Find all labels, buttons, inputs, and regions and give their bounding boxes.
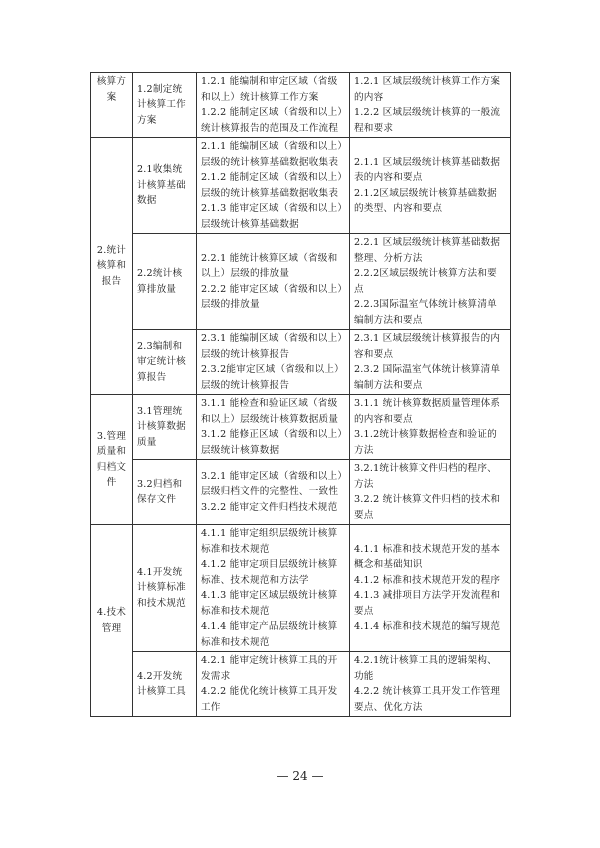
unit-cell: 3.2归档和保存文件	[133, 460, 197, 525]
skill-item: 2.2.1 能统计核算区域（省级和以上）层级的排放量	[201, 252, 338, 279]
table-row	[91, 73, 511, 138]
skill-item: 2.3.1 能编制区域（省级和以上）层级的统计核算报告	[201, 333, 343, 360]
knowledge-item: 2.2.3国际温室气体统计核算清单编制方法和要点	[354, 299, 497, 326]
knowledge-item: 2.1.1 区域层级统计核算基础数据表的内容和要点	[354, 156, 501, 183]
domain-cell: 核算方案	[91, 73, 133, 138]
skill-item: 3.1.2 能修正区域（省级和以上）层级统计核算数据	[201, 429, 343, 456]
knowledge-item: 2.3.1 区域层级统计核算报告的内容和要点	[354, 333, 501, 360]
knowledge-item: 3.1.1 统计核算数据质量管理体系的内容和要点	[354, 398, 501, 425]
knowledge-item: 3.2.2 统计核算文件归档的技术和要点	[354, 494, 501, 521]
knowledge-item: 3.2.1统计核算文件归档的程序、方法	[354, 463, 497, 490]
knowledge-item: 4.1.3 减排项目方法学开发流程和要点	[354, 590, 501, 617]
knowledge-item: 2.1.2区域层级统计核算基础数据的类型、内容和要点	[354, 187, 497, 214]
skill-cell	[197, 525, 350, 652]
knowledge-item: 4.2.1统计核算工具的逻辑架构、功能	[354, 655, 497, 682]
skill-item: 4.2.2 能优化统计核算工具开发工作	[201, 686, 338, 713]
knowledge-item: 4.2.2 统计核算工具开发工作管理要点、优化方法	[354, 686, 501, 713]
skill-item: 2.2.2 能审定区域（省级和以上）层级的排放量	[201, 283, 343, 310]
table-body	[91, 73, 511, 717]
skill-item: 4.2.1 能审定统计核算工具的开发需求	[201, 655, 338, 682]
domain-cell: 2.统计核算和报告	[91, 138, 133, 395]
knowledge-item: 1.2.1 区域层级统计核算工作方案的内容	[354, 76, 501, 103]
knowledge-item: 3.1.2统计核算数据检查和验证的方法	[354, 429, 497, 456]
skill-cell	[197, 73, 350, 138]
unit-cell: 4.1开发统计核算标准和技术规范	[133, 525, 197, 652]
knowledge-item: 2.2.1 区域层级统计核算基础数据整理、分析方法	[354, 237, 501, 264]
skill-item: 2.1.3 能审定区域（省级和以上）层级统计核算基础数据	[201, 203, 343, 230]
skill-item: 2.1.1 能编制区域（省级和以上）层级的统计核算基础数据收集表	[201, 141, 343, 168]
skill-item: 3.2.2 能审定文件归档技术规范	[201, 501, 338, 513]
knowledge-item: 4.1.4 标准和技术规范的编写规范	[354, 621, 501, 632]
skill-item: 4.1.3 能审定区域层级统计核算标准和技术规范	[201, 590, 338, 617]
skill-cell	[197, 330, 350, 395]
unit-cell: 3.1管理统计核算数据质量	[133, 395, 197, 460]
skill-item: 2.1.2 能制定区域（省级和以上）层级的统计核算基础数据收集表	[201, 172, 343, 199]
knowledge-item: 4.1.2 标准和技术规范开发的程序	[354, 574, 501, 586]
knowledge-cell	[350, 73, 511, 138]
competency-table	[90, 72, 511, 717]
table-row	[91, 234, 511, 330]
knowledge-cell	[350, 395, 511, 460]
unit-cell: 2.3编制和审定统计核算报告	[133, 330, 197, 395]
knowledge-cell	[350, 330, 511, 395]
skill-cell	[197, 652, 350, 717]
unit-cell: 2.1收集统计核算基础数据	[133, 138, 197, 234]
skill-cell	[197, 460, 350, 525]
skill-item: 2.3.2能审定区域（省级和以上）层级的统计核算报告	[201, 364, 344, 391]
skill-cell	[197, 138, 350, 234]
unit-cell: 2.2统计核算排放量	[133, 234, 197, 330]
table-row	[91, 395, 511, 460]
table-row	[91, 525, 511, 652]
knowledge-item: 4.1.1 标准和技术规范开发的基本概念和基础知识	[354, 543, 501, 570]
skill-cell	[197, 395, 350, 460]
table-row	[91, 460, 511, 525]
unit-cell: 4.2开发统计核算工具	[133, 652, 197, 717]
knowledge-cell	[350, 652, 511, 717]
table-row	[91, 138, 511, 234]
knowledge-cell	[350, 234, 511, 330]
knowledge-item: 2.3.2 国际温室气体统计核算清单编制方法和要点	[354, 364, 501, 391]
knowledge-cell	[350, 138, 511, 234]
skill-item: 3.1.1 能检查和验证区域（省级和以上）层级统计核算数据质量	[201, 398, 339, 425]
page-number: — 24 —	[276, 769, 324, 783]
knowledge-cell	[350, 525, 511, 652]
knowledge-item: 1.2.2 区域层级统计核算的一般流程和要求	[354, 107, 501, 134]
knowledge-cell	[350, 460, 511, 525]
skill-item: 1.2.2 能制定区域（省级和以上）统计核算报告的范围及工作流程	[201, 107, 343, 134]
domain-cell: 4.技术管理	[91, 525, 133, 717]
domain-cell: 3.管理质量和归档文件	[91, 395, 133, 525]
skill-item: 1.2.1 能编制和审定区域（省级和以上）统计核算工作方案	[201, 76, 338, 103]
skill-cell	[197, 234, 350, 330]
skill-item: 4.1.4 能审定产品层级统计核算标准和技术规范	[201, 621, 338, 648]
skill-item: 4.1.2 能审定项目层级统计核算标准、技术规范和方法学	[201, 559, 338, 586]
skill-item: 4.1.1 能审定组织层级统计核算标准和技术规范	[201, 528, 338, 555]
unit-cell: 1.2制定统计核算工作方案	[133, 73, 197, 138]
table-row	[91, 330, 511, 395]
table-row	[91, 652, 511, 717]
skill-item: 3.2.1 能审定区域（省级和以上）层级归档文件的完整性、一致性	[201, 470, 343, 498]
knowledge-item: 2.2.2区域层级统计核算方法和要点	[354, 268, 497, 295]
